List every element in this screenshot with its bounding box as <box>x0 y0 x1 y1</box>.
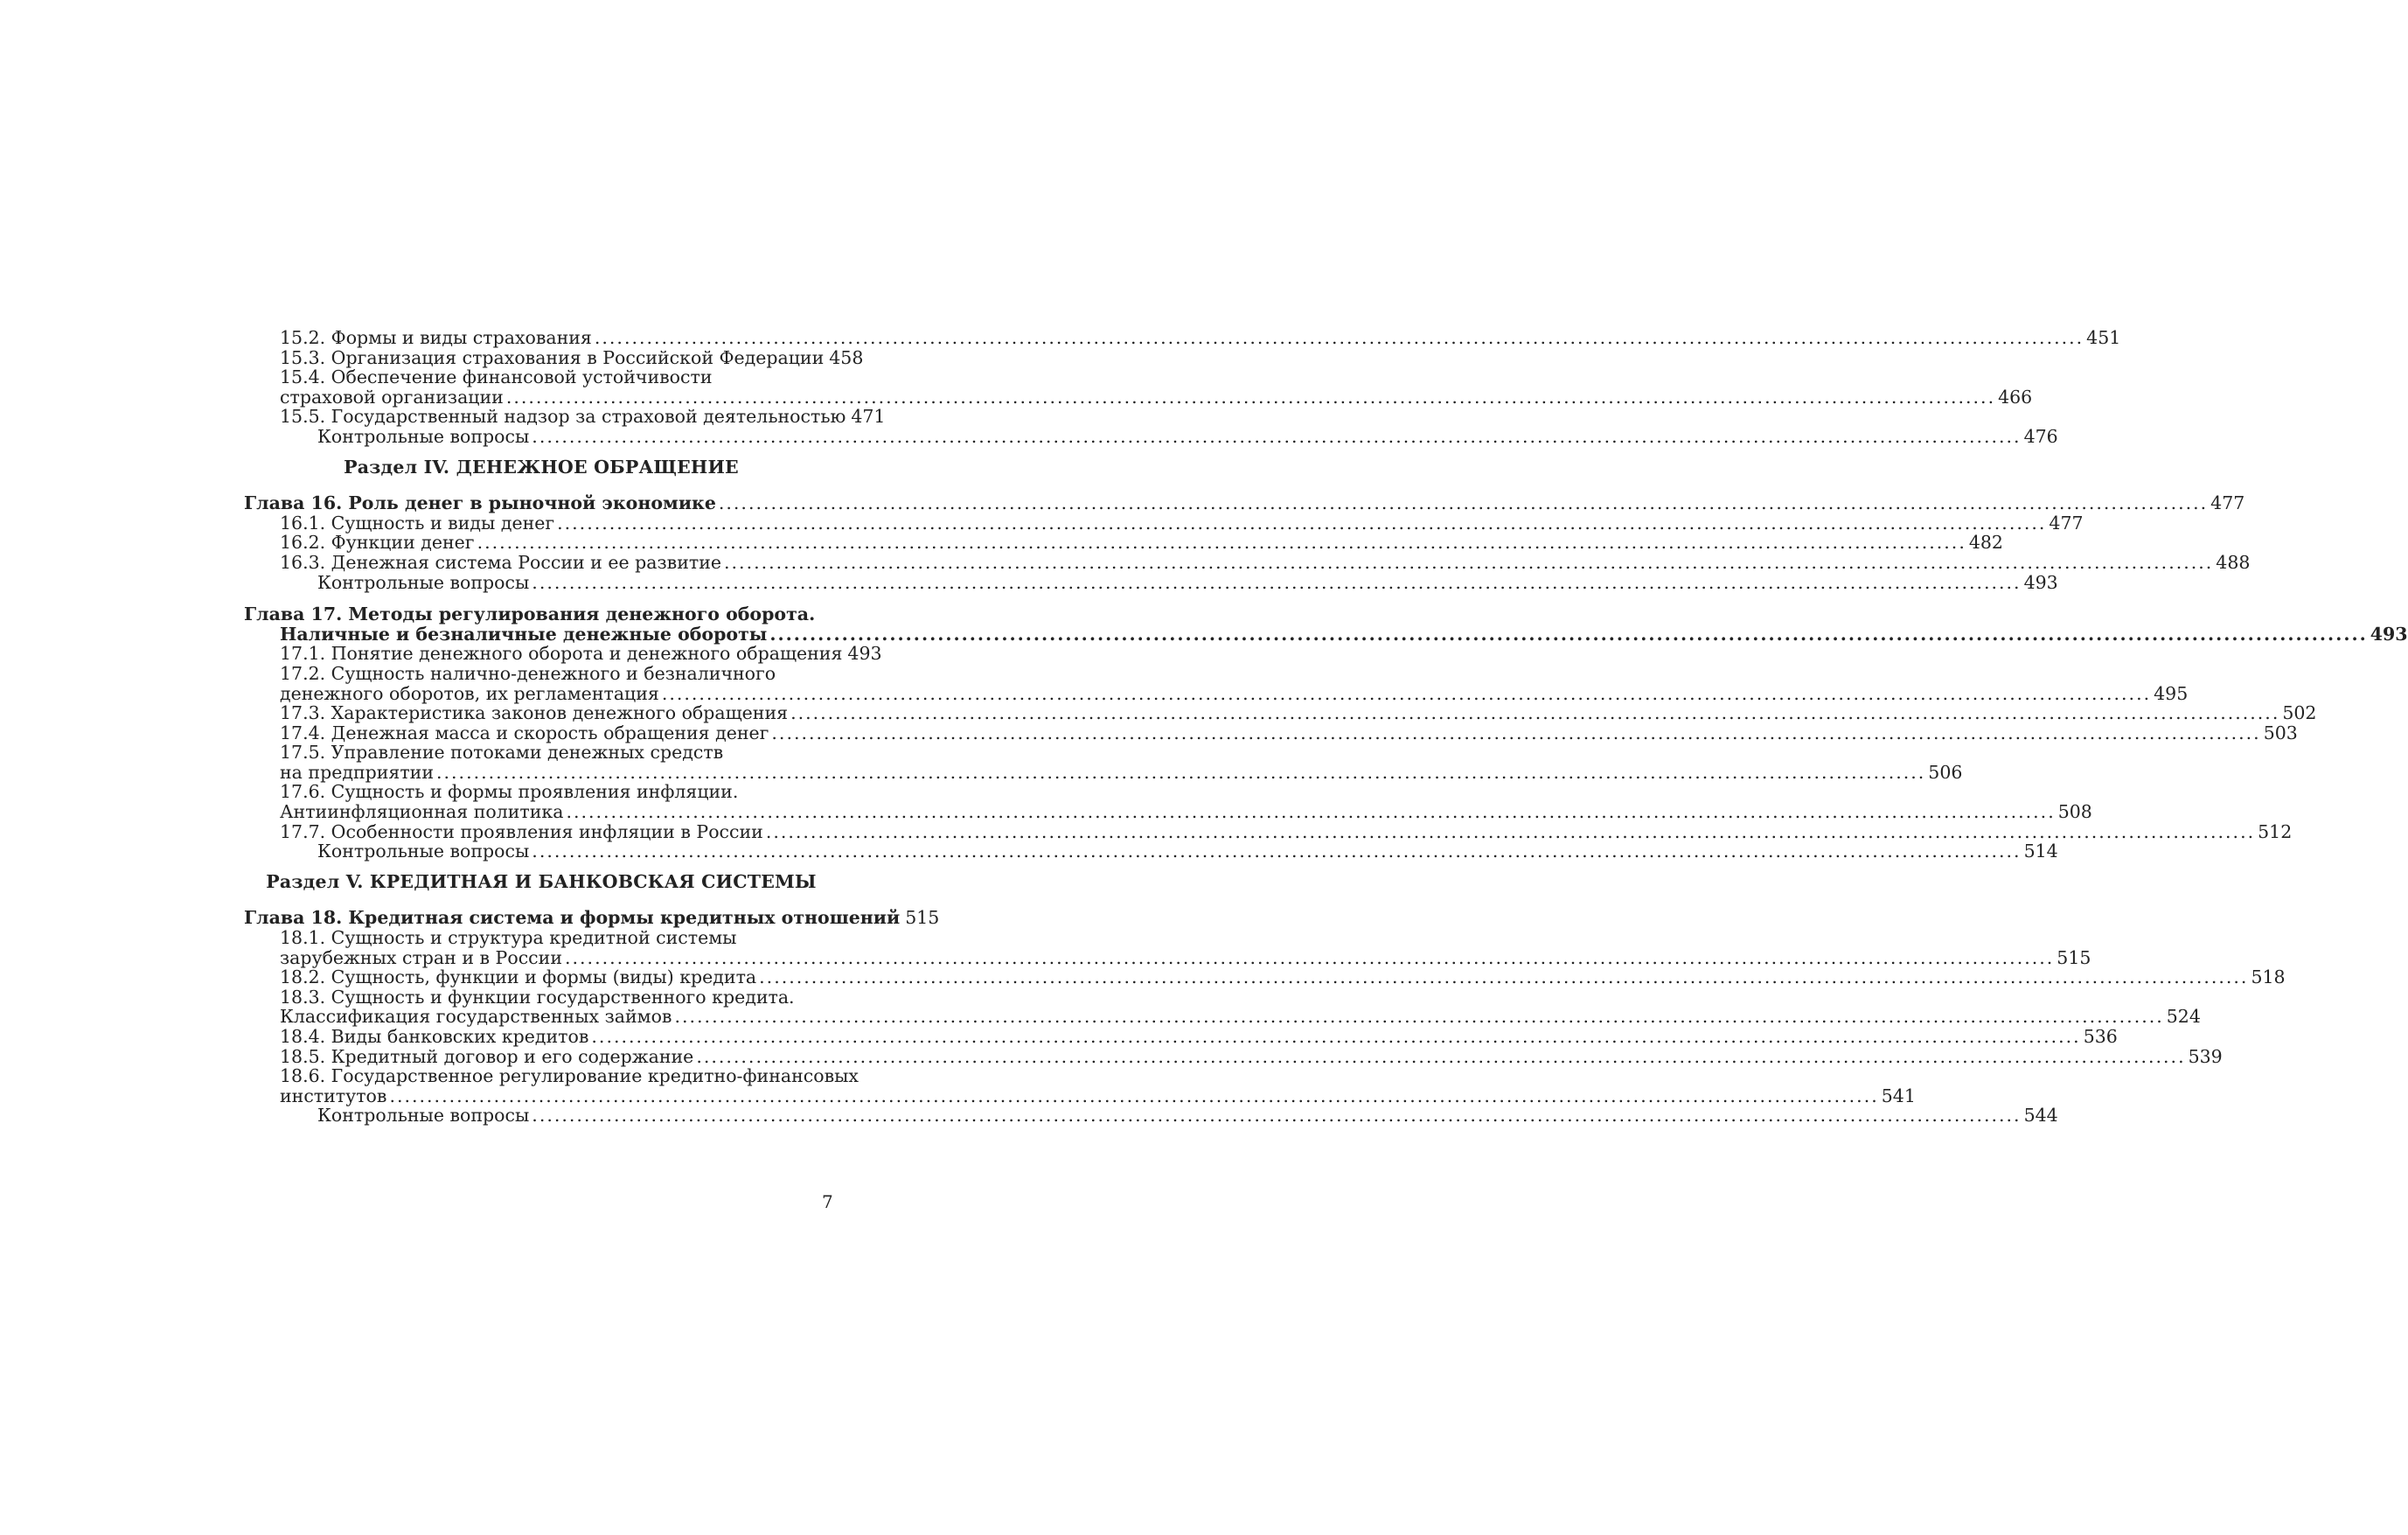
toc-entry-18-3-line1 <box>244 987 839 1008</box>
toc-entry-title: 16.2. Функции денег <box>280 532 475 554</box>
section-heading-5: Раздел V. КРЕДИТНАЯ И БАНКОВСКАЯ СИСТЕМЫ <box>266 870 817 892</box>
toc-entry-page: 482 <box>1968 532 2003 554</box>
toc-entry-title: 15.4. Обеспечение финансовой устойчивости <box>280 366 713 388</box>
toc-entry-title: 16.3. Денежная система России и ее развитие <box>280 551 722 573</box>
toc-entry-16-3 <box>244 551 2251 573</box>
toc-entry-questions-17 <box>244 841 2058 862</box>
toc-entry-title: институтов <box>280 1085 387 1106</box>
toc-chapter-16 <box>244 492 2245 514</box>
leader-dots: ........................................................................................................................................................................................................ <box>718 492 2209 514</box>
toc-entry-title: 18.6. Государственное регулирование кредитно-финансовых <box>280 1065 859 1087</box>
leader-dots: ........................................................................................................................................................................................................ <box>557 512 2047 534</box>
leader-dots: ........................................................................................................................................................................................................ <box>532 841 2022 862</box>
page-number: 7 <box>822 1191 833 1212</box>
toc-chapter-17-line1 <box>244 604 839 624</box>
leader-dots: ........................................................................................................................................................................................................ <box>674 1006 2164 1028</box>
table-of-contents <box>244 327 2408 1127</box>
toc-chapter-title: Глава 18. Кредитная система и формы кредитных отношений <box>244 907 901 929</box>
toc-entry-18-1 <box>244 946 2091 968</box>
toc-entry-page: 515 <box>2057 946 2091 968</box>
toc-entry-17-2-line1 <box>244 664 839 684</box>
toc-entry-title: 18.4. Виды банковских кредитов <box>280 1026 589 1047</box>
toc-entry-15-5 <box>244 406 886 428</box>
leader-dots: ........................................................................................................................................................................................................ <box>790 702 2280 724</box>
toc-entry-title: 16.1. Сущность и виды денег <box>280 512 555 534</box>
toc-entry-page: 524 <box>2166 1006 2201 1028</box>
toc-entry-questions-16 <box>244 571 2058 593</box>
toc-entry-title: 17.3. Характеристика законов денежного обращения <box>280 702 789 724</box>
toc-entry-title: Антиинфляционная политика <box>280 801 564 823</box>
toc-entry-page: 508 <box>2057 801 2092 823</box>
toc-entry-page: 495 <box>2154 682 2189 704</box>
toc-entry-page: 512 <box>2258 820 2293 842</box>
toc-entry-title: на предприятии <box>280 761 434 783</box>
leader-dots: ........................................................................................................................................................................................................ <box>532 425 2022 447</box>
leader-dots: ........................................................................................................................................................................................................ <box>769 623 2368 645</box>
toc-entry-page: 477 <box>2210 492 2245 514</box>
toc-chapter-17 <box>244 623 2408 645</box>
section-heading-4: Раздел IV. ДЕНЕЖНОЕ ОБРАЩЕНИЕ <box>344 456 739 478</box>
toc-entry-17-4 <box>244 722 2298 743</box>
toc-entry-page: 493 <box>2023 571 2058 593</box>
toc-entry-title: страховой организации <box>280 386 504 408</box>
toc-entry-page: 477 <box>2049 512 2084 534</box>
leader-dots: ........................................................................................................................................................................................................ <box>724 551 2214 573</box>
toc-entry-18-5 <box>244 1045 2223 1067</box>
leader-dots: ........................................................................................................................................................................................................ <box>771 722 2261 743</box>
toc-chapter-title: Глава 16. Роль денег в рыночной экономике <box>244 492 716 514</box>
toc-entry-title: 15.2. Формы и виды страхования <box>280 327 592 348</box>
toc-entry-16-1 <box>244 512 2084 534</box>
toc-entry-page: 451 <box>2086 327 2121 348</box>
toc-entry-title: 17.4. Денежная масса и скорость обращения денег <box>280 722 769 743</box>
toc-entry-17-5-line1 <box>244 743 839 763</box>
leader-dots: ........................................................................................................................................................................................................ <box>661 682 2152 704</box>
toc-entry-15-3 <box>244 346 864 368</box>
toc-entry-18-1-line1 <box>244 928 839 948</box>
toc-entry-page: 514 <box>2023 841 2058 862</box>
toc-entry-17-7 <box>244 820 2293 842</box>
toc-entry-page: 541 <box>1881 1085 1916 1106</box>
toc-entry-page: 515 <box>905 907 940 929</box>
toc-entry-title: 18.1. Сущность и структура кредитной системы <box>280 927 737 949</box>
leader-dots: ........................................................................................................................................................................................................ <box>532 571 2022 593</box>
toc-entry-16-2 <box>244 532 2003 554</box>
toc-chapter-title: Наличные и безналичные денежные обороты <box>280 623 768 645</box>
toc-entry-18-6 <box>244 1085 1916 1106</box>
leader-dots: ........................................................................................................................................................................................................ <box>389 1085 1879 1106</box>
toc-entry-page: 518 <box>2251 966 2286 988</box>
toc-entry-page: 471 <box>851 406 886 428</box>
leader-dots: ........................................................................................................................................................................................................ <box>436 761 1926 783</box>
toc-entry-title: 17.1. Понятие денежного оборота и денежного обращения <box>280 643 843 665</box>
toc-chapter-18 <box>244 907 940 929</box>
leader-dots: ........................................................................................................................................................................................................ <box>765 820 2256 842</box>
toc-entry-17-5 <box>244 761 1963 783</box>
leader-dots: ........................................................................................................................................................................................................ <box>759 966 2249 988</box>
toc-entry-title: денежного оборотов, их регламентация <box>280 682 659 704</box>
toc-entry-18-2 <box>244 966 2286 988</box>
toc-entry-page: 506 <box>1928 761 1963 783</box>
toc-entry-title: зарубежных стран и в России <box>280 946 562 968</box>
leader-dots: ........................................................................................................................................................................................................ <box>565 946 2055 968</box>
toc-entry-title: 15.3. Организация страхования в Российской Федерации <box>280 346 825 368</box>
toc-entry-title: 17.7. Особенности проявления инфляции в России <box>280 820 763 842</box>
toc-entry-17-1 <box>244 643 882 665</box>
toc-entry-page: 539 <box>2188 1045 2223 1067</box>
toc-entry-15-4-line1 <box>244 367 839 387</box>
toc-entry-page: 503 <box>2263 722 2298 743</box>
toc-entry-page: 502 <box>2282 702 2317 724</box>
leader-dots: ........................................................................................................................................................................................................ <box>477 532 1966 554</box>
toc-entry-17-6 <box>244 801 2092 823</box>
toc-entry-title: Контрольные вопросы <box>317 571 530 593</box>
toc-entry-title: 17.6. Сущность и формы проявления инфляции. <box>280 781 739 803</box>
leader-dots: ........................................................................................................................................................................................................ <box>591 1026 2081 1047</box>
toc-entry-title: 17.5. Управление потоками денежных средств <box>280 742 724 764</box>
toc-entry-page: 476 <box>2023 425 2058 447</box>
toc-entry-18-6-line1 <box>244 1065 859 1087</box>
toc-entry-questions-18 <box>244 1105 2058 1127</box>
toc-entry-page: 488 <box>2216 551 2251 573</box>
leader-dots: ........................................................................................................................................................................................................ <box>594 327 2084 348</box>
leader-dots: ........................................................................................................................................................................................................ <box>505 386 1996 408</box>
toc-entry-title: 18.3. Сущность и функции государственного кредита. <box>280 986 795 1008</box>
toc-entry-title: Контрольные вопросы <box>317 841 530 862</box>
toc-entry-title: 18.2. Сущность, функции и формы (виды) кредита <box>280 966 757 988</box>
leader-dots: ........................................................................................................................................................................................................ <box>566 801 2056 823</box>
toc-entry-17-6-line1 <box>244 782 839 802</box>
toc-entry-title: 15.5. Государственный надзор за страховой деятельностью <box>280 406 846 428</box>
toc-chapter-title: Глава 17. Методы регулирования денежного оборота. <box>244 604 816 625</box>
toc-entry-questions-15 <box>244 425 2058 447</box>
toc-entry-page: 544 <box>2023 1105 2058 1127</box>
toc-entry-18-3 <box>244 1006 2201 1028</box>
toc-entry-page: 458 <box>829 346 864 368</box>
leader-dots: ........................................................................................................................................................................................................ <box>696 1045 2186 1067</box>
toc-entry-17-2 <box>244 682 2189 704</box>
toc-entry-title: Контрольные вопросы <box>317 1105 530 1127</box>
leader-dots: ........................................................................................................................................................................................................ <box>532 1105 2022 1127</box>
toc-entry-title: 17.2. Сущность налично-денежного и безналичного <box>280 662 776 684</box>
toc-entry-title: Контрольные вопросы <box>317 425 530 447</box>
toc-entry-page: 466 <box>1998 386 2033 408</box>
toc-entry-15-2 <box>244 327 2121 348</box>
toc-entry-18-4 <box>244 1026 2118 1047</box>
toc-entry-15-4 <box>244 386 2033 408</box>
toc-entry-page: 536 <box>2083 1026 2118 1047</box>
toc-entry-title: 18.5. Кредитный договор и его содержание <box>280 1045 694 1067</box>
toc-entry-17-3 <box>244 702 2317 724</box>
toc-entry-page: 493 <box>2370 623 2408 645</box>
toc-entry-page: 493 <box>847 643 882 665</box>
toc-entry-title: Классификация государственных займов <box>280 1006 672 1028</box>
